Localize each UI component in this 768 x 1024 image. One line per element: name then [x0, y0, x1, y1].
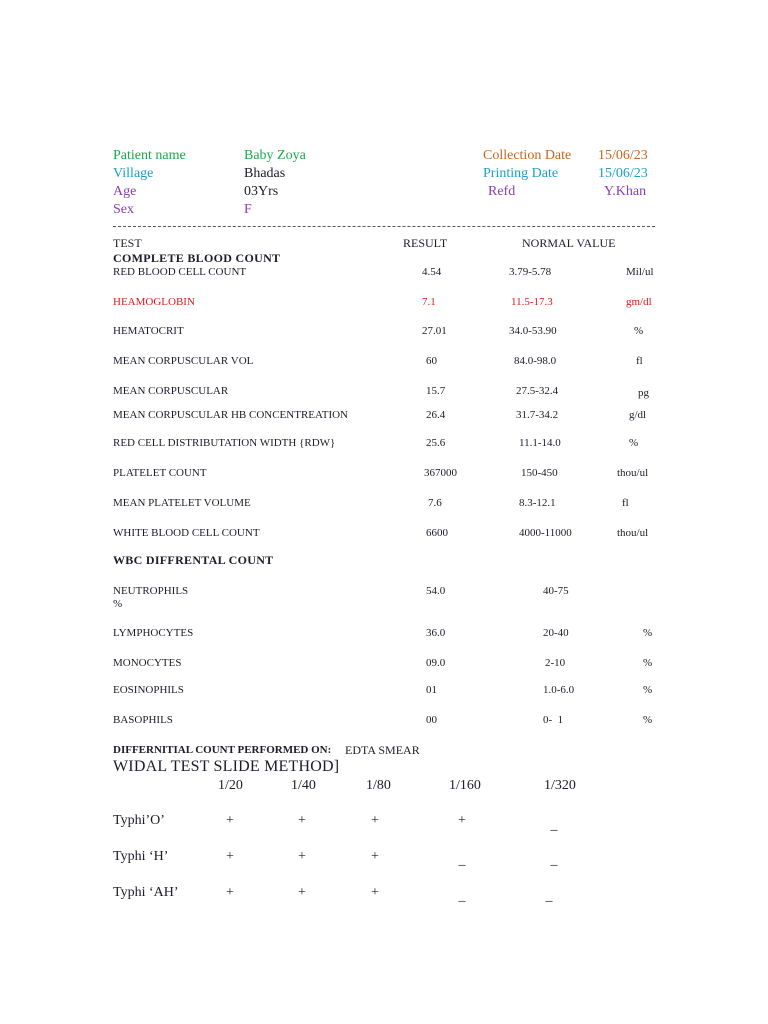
widal-mark: + [298, 885, 306, 900]
dilution-1-20: 1/20 [218, 778, 243, 793]
refd-value: Y.Khan [604, 184, 647, 199]
widal-mark: + [458, 813, 466, 828]
widal-row-label: Typhi ‘H’ [113, 849, 169, 864]
widal-mark: + [298, 849, 306, 864]
widal-row-label: Typhi’O’ [113, 813, 165, 828]
dilution-1-320: 1/320 [544, 778, 576, 793]
wbc-section-title: WBC DIFFRENTAL COUNT [113, 553, 274, 567]
collection-date-label: Collection Date [483, 148, 572, 163]
test-result: 7.1 [422, 296, 436, 308]
widal-mark: + [371, 813, 379, 828]
diff-normal: 20-40 [543, 627, 569, 639]
test-name: RED CELL DISTRIBUTATION WIDTH {RDW} [113, 437, 336, 449]
village-label: Village [113, 166, 154, 181]
test-result: 60 [426, 355, 437, 367]
widal-mark: + [371, 885, 379, 900]
diff-result: 36.0 [426, 627, 446, 639]
widal-mark: + [371, 849, 379, 864]
test-result: 26.4 [426, 409, 446, 421]
test-name: RED BLOOD CELL COUNT [113, 266, 247, 278]
test-result: 6600 [426, 527, 448, 539]
widal-title: WIDAL TEST SLIDE METHOD] [113, 758, 340, 775]
test-result: 367000 [424, 467, 457, 479]
patient-name-value: Baby Zoya [244, 148, 306, 163]
test-unit: fl [636, 355, 643, 367]
diff-result: 00 [426, 714, 437, 726]
test-name: MEAN PLATELET VOLUME [113, 497, 251, 509]
diff-name: BASOPHILS [113, 714, 173, 726]
test-unit: pg [638, 387, 649, 399]
test-result: 27.01 [422, 325, 447, 337]
col-test-header: TEST [113, 236, 142, 250]
test-normal: 11.1-14.0 [519, 437, 561, 449]
diff-normal: 1.0-6.0 [543, 684, 575, 696]
test-unit: Mil/ul [626, 266, 654, 278]
widal-mark: + [226, 813, 234, 828]
differential-method-label: DIFFERNITIAL COUNT PERFORMED ON: [113, 744, 332, 756]
widal-mark: _ [458, 889, 466, 904]
test-normal: 4000-11000 [519, 527, 572, 539]
test-unit: g/dl [629, 409, 647, 421]
test-unit: thou/ul [617, 527, 649, 539]
diff-unit: % [643, 627, 653, 639]
widal-mark: _ [458, 853, 466, 868]
test-result: 4.54 [422, 266, 442, 278]
diff-normal: 2-10 [545, 657, 566, 669]
test-name: HEMATOCRIT [113, 325, 184, 337]
widal-mark: + [298, 813, 306, 828]
test-name: PLATELET COUNT [113, 467, 207, 479]
test-unit: % [629, 437, 639, 449]
widal-mark: _ [550, 853, 558, 868]
test-name: HEAMOGLOBIN [113, 296, 195, 308]
diff-name: MONOCYTES [113, 657, 182, 669]
widal-row-label: Typhi ‘AH’ [113, 885, 179, 900]
diff-result: 09.0 [426, 657, 446, 669]
differential-method-value: EDTA SMEAR [345, 743, 420, 757]
test-result: 15.7 [426, 385, 446, 397]
diff-result: 54.0 [426, 585, 446, 597]
collection-date-value: 15/06/23 [598, 148, 648, 163]
test-name: MEAN CORPUSCULAR HB CONCENTREATION [113, 409, 348, 421]
printing-date-label: Printing Date [483, 166, 559, 181]
test-normal: 11.5-17.3 [511, 296, 553, 308]
test-name: MEAN CORPUSCULAR VOL [113, 355, 254, 367]
test-unit: % [634, 325, 644, 337]
widal-mark: + [226, 849, 234, 864]
village-value: Bhadas [244, 166, 286, 181]
test-unit: thou/ul [617, 467, 649, 479]
test-unit: gm/dl [626, 296, 652, 308]
sex-label: Sex [113, 202, 134, 217]
diff-normal: 0- 1 [543, 714, 564, 726]
test-name: MEAN CORPUSCULAR [113, 385, 229, 397]
dilution-1-40: 1/40 [291, 778, 316, 793]
dilution-1-160: 1/160 [449, 778, 481, 793]
test-normal: 31.7-34.2 [516, 409, 559, 421]
age-label: Age [113, 184, 137, 199]
age-value: 03Yrs [244, 184, 279, 199]
cbc-section-title: COMPLETE BLOOD COUNT [113, 251, 281, 265]
refd-label: Refd [488, 184, 516, 199]
header-divider [113, 226, 655, 227]
col-normal-header: NORMAL VALUE [522, 236, 616, 250]
diff-sub: % [113, 598, 123, 610]
dilution-1-80: 1/80 [366, 778, 391, 793]
diff-name: EOSINOPHILS [113, 684, 184, 696]
diff-name: NEUTROPHILS [113, 585, 189, 597]
diff-unit: % [643, 714, 653, 726]
test-normal: 34.0-53.90 [509, 325, 557, 337]
test-unit: fl [622, 497, 629, 509]
sex-value: F [244, 202, 252, 217]
test-normal: 8.3-12.1 [519, 497, 556, 509]
widal-mark: _ [550, 818, 558, 833]
diff-normal: 40-75 [543, 585, 569, 597]
test-result: 25.6 [426, 437, 446, 449]
diff-result: 01 [426, 684, 437, 696]
diff-unit: % [643, 684, 653, 696]
widal-mark: _ [545, 889, 553, 904]
test-result: 7.6 [428, 497, 442, 509]
test-normal: 150-450 [521, 467, 558, 479]
widal-mark: + [226, 885, 234, 900]
diff-unit: % [643, 657, 653, 669]
col-result-header: RESULT [403, 236, 448, 250]
test-normal: 3.79-5.78 [509, 266, 552, 278]
patient-name-label: Patient name [113, 148, 186, 163]
test-normal: 84.0-98.0 [514, 355, 557, 367]
printing-date-value: 15/06/23 [598, 166, 648, 181]
diff-name: LYMPHOCYTES [113, 627, 194, 639]
test-normal: 27.5-32.4 [516, 385, 559, 397]
test-name: WHITE BLOOD CELL COUNT [113, 527, 260, 539]
